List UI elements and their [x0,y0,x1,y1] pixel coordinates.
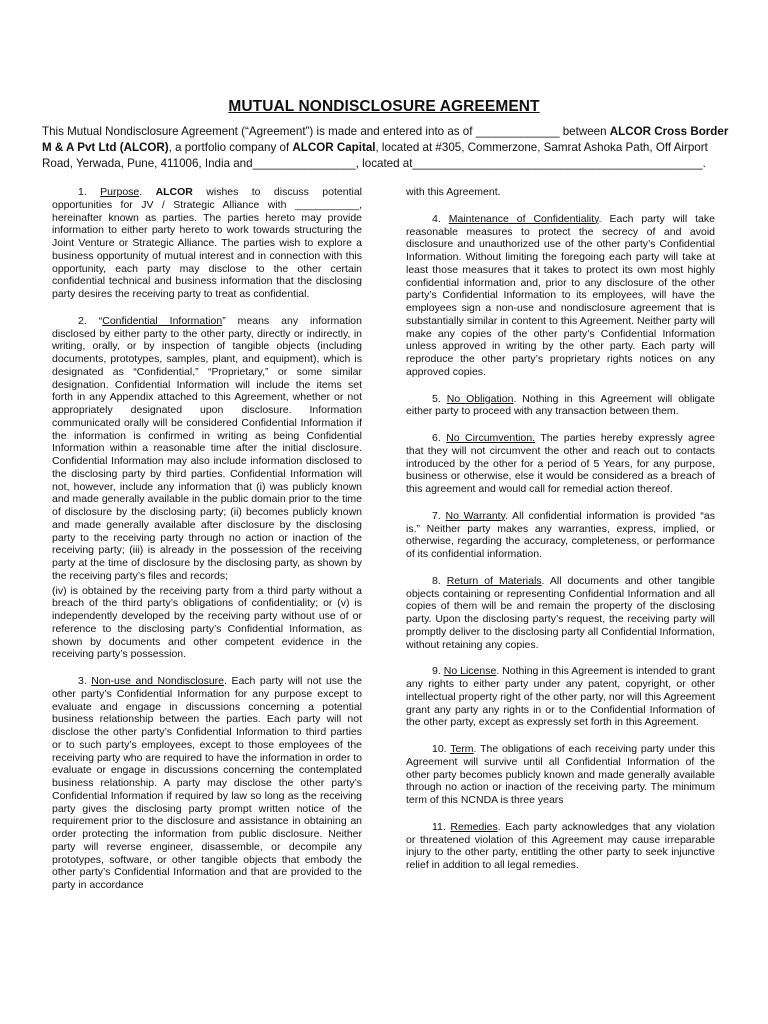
section-heading-no-obligation: No Obligation [446,392,514,405]
section-number: 9. [432,665,444,678]
section-separator: . [513,392,523,405]
section-return-of-materials [406,575,715,652]
section-number: 3. [78,675,92,687]
document-title: MUTUAL NONDISCLOSURE AGREEMENT [228,98,540,115]
section-number: 5. [432,392,447,405]
section-no-circumvention [406,432,715,496]
section-purpose [52,186,362,301]
alcor-bold: ALCOR [155,186,193,198]
section-maintenance [406,213,715,379]
section-remedies [406,821,715,872]
section-body: Each party will not use the other party’s Confidential Information for any purpose except to evaluate and engage in discussions concerning a potential business relationship between the parties. Each party will not disclose the other party’s Confidential Information to third parties or to such party’s employees, except to those employees of the receiving party who are required to have the information in order to evaluate or engage in discussions concerning the contemplated business relationship. A party may disclose the other party’s Confidential Information if required by law so long as the receiving party gives the disclosing party prompt written notice of the requirement prior to the disclosure and assistance in obtaining an order protecting the information from public disclosure. Neither party will reverse engineer, disassemble, or decompile any prototypes, software, or other tangible objects that embody the other party’s Confidential Information and that are provided to the party in accordance [52,675,362,891]
section-body: wishes to discuss potential opportunities for JV / Strategic Alliance with ___________, hereinafter known as parties. The parties hereto may provide information to either party hereto to work towards structuring the Joint Venture or Strategic Alliance. The parties wish to explore a business opportunity of mutual interest and in connection with this opportunity, each party may disclose to the other certain confidential technical and business information that the disclosing party desires the receiving party to treat as confidential. [52,186,362,300]
left-column [52,186,362,892]
section-separator: . [139,186,156,198]
section-separator: . [473,743,481,755]
section-number: 7. [432,509,446,522]
intro-paragraph [42,124,732,172]
section-body: The parties hereby expressly agree that they will not circumvent the other and reach out to contacts introduced by the other for a period of 5 Years, for any purpose, business or otherwise, else it would be considered as a breach of this agreement and would call for remedial action thereof. [406,432,715,495]
company-name: ALCOR Capital [292,141,376,154]
section-number: 10. [432,743,451,755]
section-body: All documents and other tangible objects containing or representing Confidential Information and all copies of them will be and remain the property of the disclosing party. Upon the disclosing party’s request, the receiving party will promptly deliver to the disclosing party all Confidential Information, without retaining any copies. [406,574,715,651]
section-number: 1. [78,186,101,198]
section-body: Nothing in this Agreement is intended to grant any rights to either party under any patent, copyright, or other intellectual property right of the other party, nor will this Agreement grant any party any rights in or to the Confidential Information of the other party, except as expressly set forth in this Agreement. [406,665,715,729]
section-no-license [406,665,715,729]
section-body: Nothing in this Agreement will obligate either party to proceed with any transaction between them. [406,392,715,418]
section-heading-no-warranty: No Warranty [445,509,506,522]
section-heading-confidential-information: Confidential Information [102,314,223,327]
section-heading-no-circumvention: No Circumvention. [446,432,536,444]
section-separator: . [497,820,506,833]
section-number: 4. [432,212,449,225]
section-body: Each party will take reasonable measures to protect the secrecy of and avoid disclosure and unauthorized use of the other party’s Confidential Information. Without limiting the foregoing each party will take at least those measures that it takes to protect its own most highly confidential information and, prior to any disclosure of the other party’s Confidential Information to its employees, will have the employees sign a non-use and nondisclosure agreement that is substantially similar in content to this Agreement. Neither party will make any copies of the other party’s Confidential Information unless approved in writing by the other party. Each party will reproduce the other party’s proprietary rights notices on any approved copies. [406,212,715,378]
party1-name: ALCOR Cross Border M & A Pvt Ltd (ALCOR) [42,125,729,154]
section-heading-no-license: No License [443,665,497,678]
section-heading-purpose: Purpose [100,186,140,198]
intro-text-3: , located at #305, Commerzone, Samrat Ashoka Path, Off Airport Road, Yerwada, Pune, 411006, India and________________, located at_____________________________________________. [42,141,708,170]
right-column [406,186,715,872]
section-body: ” means any information disclosed by either party to the other party, directly or indirectly, in writing, orally, or by inspection of tangible objects (including documents, prototypes, samples, plant, and equipment), which is designated as “Confidential,” “Proprietary,” or some similar designation. Confidential Information will include the items set forth in any Appendix attached to this Agreement, whether or not appropriately designated upon disclosure. Information communicated orally will be considered Confidential Information if the information is confirmed in writing as being Confidential Information within a reasonable time after the initial disclosure. Confidential Information may also include information disclosed to the disclosing party by third parties. Confidential Information will not, however, include any information that (i) was publicly known and made generally available in the public domain prior to the time of disclosure by the disclosing party; (ii) becomes publicly known and made generally available after disclosure by the disclosing party to the receiving party through no action or inaction of the receiving party; (iii) is already in the possession of the receiving party at the time of disclosure by the disclosing party, as shown by the receiving party’s files and records; [52,314,362,582]
section-non-use [52,675,362,892]
section-no-obligation [406,393,715,419]
section-heading-non-use: Non-use and Nondisclosure [91,675,225,687]
section-non-use-continued [406,186,715,199]
intro-text-1: This Mutual Nondisclosure Agreement (“Agreement”) is made and entered into as of _____________ between [42,125,610,138]
section-separator: . [496,665,503,678]
section-heading-return-of-materials: Return of Materials [446,574,542,587]
section-heading-term: Term [450,743,474,755]
section-separator: . [598,212,610,225]
section-number: 2. [78,314,99,327]
section-separator: . [505,509,513,522]
section-body-continued: (iv) is obtained by the receiving party from a third party without a breach of the third party’s obligations of confidentiality; or (v) is independently developed by the receiving party without use of or reference to the disclosing party’s Confidential Information, as shown by documents and other competent evidence in the receiving party’s possession. [52,584,362,661]
section-body-continued: with this Agreement. [406,186,501,198]
section-number: 8. [432,574,447,587]
section-no-warranty [406,510,715,561]
section-body: The obligations of each receiving party under this Agreement will survive until all Confidential Information of the other party becomes publicly known and made generally available through no action or inaction of the receiving party. The minimum term of this NCNDA is three years [406,743,715,806]
section-confidential-information [52,315,362,583]
section-number: 6. [432,432,447,444]
intro-text-2: , a portfolio company of [168,141,293,154]
section-heading-maintenance: Maintenance of Confidentiality [448,212,599,225]
section-body: All confidential information is provided “as is.” Neither party makes any warranties, express, implied, or otherwise, regarding the accuracy, completeness, or performance of its confidential information. [406,509,715,560]
section-term [406,743,715,807]
section-confidential-information-continued [52,585,362,662]
section-body: Each party acknowledges that any violation or threatened violation of this Agreement may cause irreparable injury to the other party, entitling the other party to seek injunctive relief in addition to all legal remedies. [406,820,715,871]
section-separator: . [224,675,232,687]
section-number: 11. [432,820,451,833]
section-separator: . [541,574,550,587]
section-heading-remedies: Remedies [450,820,498,833]
open-quote: “ [98,314,103,327]
